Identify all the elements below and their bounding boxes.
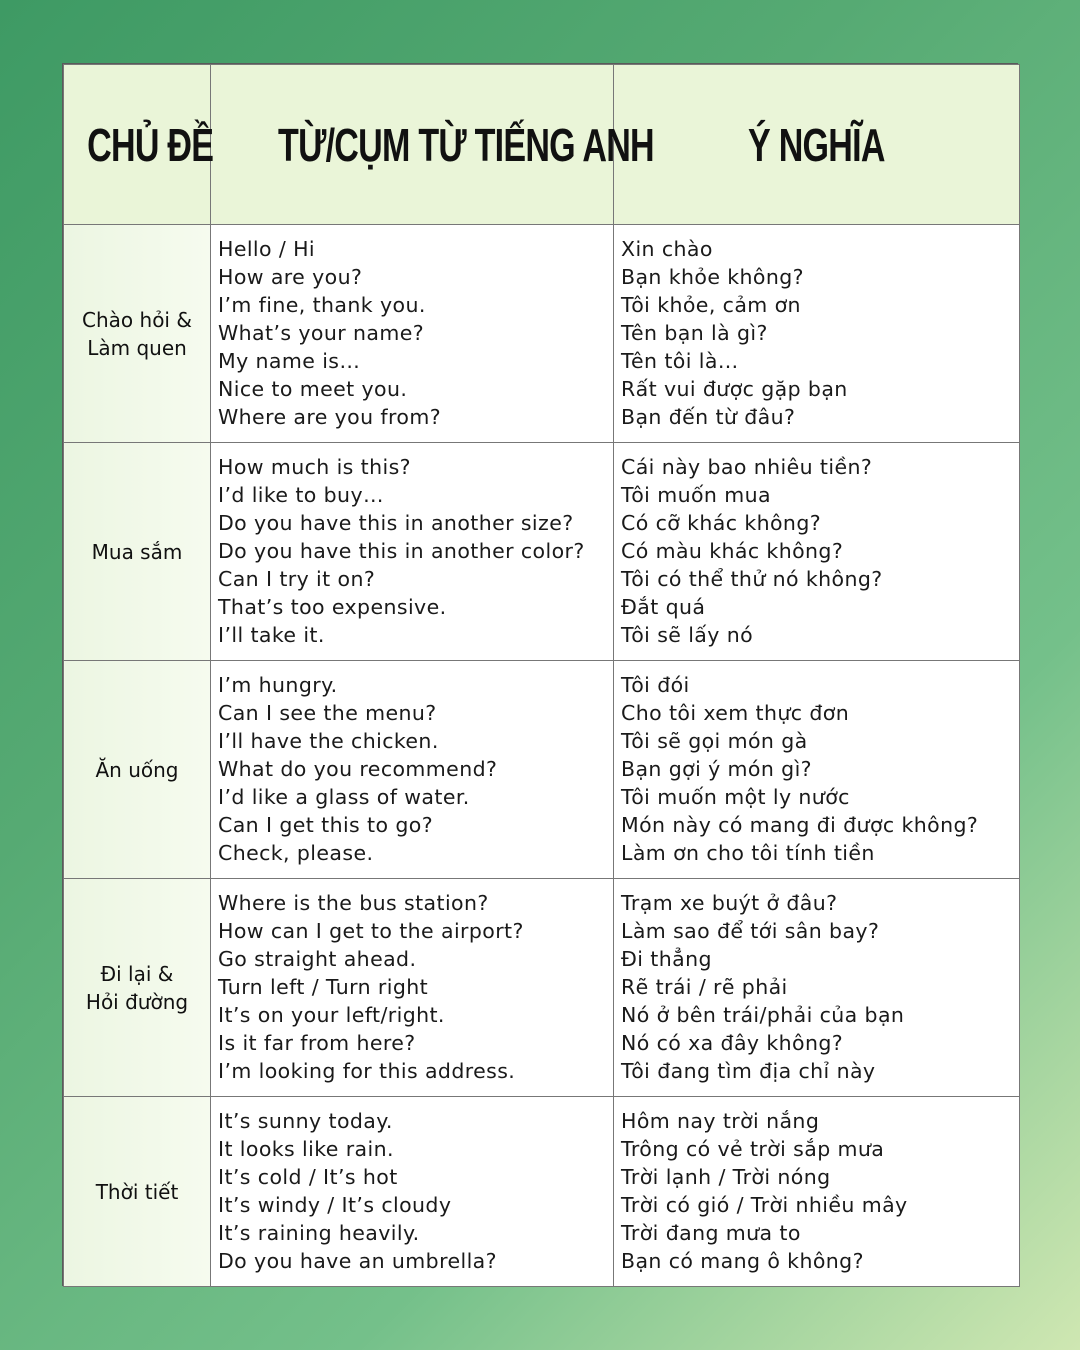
english-phrase: Hello / Hi bbox=[218, 237, 316, 261]
meaning-phrase: Làm ơn cho tôi tính tiền bbox=[621, 841, 875, 865]
meaning-phrase: Tên bạn là gì? bbox=[621, 321, 768, 345]
english-phrase: What do you recommend? bbox=[218, 757, 498, 781]
english-phrase: I’m fine, thank you. bbox=[218, 293, 426, 317]
meaning-phrase: Nó ở bên trái/phải của bạn bbox=[621, 1003, 905, 1027]
meaning-phrase: Bạn đến từ đâu? bbox=[621, 405, 796, 429]
meaning-phrase: Tôi sẽ lấy nó bbox=[621, 623, 754, 647]
english-phrase: My name is… bbox=[218, 349, 361, 373]
topic-cell bbox=[64, 443, 211, 661]
english-phrase: That’s too expensive. bbox=[218, 595, 447, 619]
header-english: TỪ/CỤM TỪ TIẾNG ANH bbox=[211, 65, 614, 225]
english-cell bbox=[211, 443, 614, 661]
topic-cell bbox=[64, 661, 211, 879]
topic-label: Hỏi đường bbox=[85, 989, 189, 1014]
topic-label: Chào hỏi & bbox=[82, 307, 192, 332]
topic-cell bbox=[64, 879, 211, 1097]
english-phrase: I’d like a glass of water. bbox=[218, 785, 470, 809]
english-phrase: Do you have an umbrella? bbox=[218, 1249, 497, 1273]
english-phrase: Can I see the menu? bbox=[218, 701, 437, 725]
english-phrase: It’s cold / It’s hot bbox=[218, 1165, 398, 1189]
english-cell bbox=[211, 879, 614, 1097]
meaning-phrase: Trời đang mưa to bbox=[621, 1221, 801, 1245]
english-phrase: I’ll take it. bbox=[218, 623, 325, 647]
english-phrase: I’ll have the chicken. bbox=[218, 729, 439, 753]
english-phrase: Can I get this to go? bbox=[218, 813, 433, 837]
meaning-phrase: Tôi sẽ gọi món gà bbox=[621, 729, 808, 753]
english-phrase: Check, please. bbox=[218, 841, 374, 865]
meaning-phrase: Trạm xe buýt ở đâu? bbox=[621, 891, 838, 915]
meaning-phrase: Trời lạnh / Trời nóng bbox=[621, 1165, 831, 1189]
english-phrase: How can I get to the airport? bbox=[218, 919, 524, 943]
topic-cell bbox=[64, 225, 211, 443]
meaning-cell bbox=[614, 661, 1020, 879]
english-phrase: I’d like to buy… bbox=[218, 483, 384, 507]
meaning-phrase: Đắt quá bbox=[621, 595, 706, 619]
english-phrase: Do you have this in another color? bbox=[218, 539, 585, 563]
header-topic: CHỦ ĐỀ bbox=[64, 65, 211, 225]
table-row bbox=[64, 661, 1020, 879]
meaning-phrase: Cái này bao nhiêu tiền? bbox=[621, 455, 873, 479]
meaning-phrase: Rất vui được gặp bạn bbox=[621, 377, 848, 401]
meaning-phrase: Tôi đang tìm địa chỉ này bbox=[621, 1059, 876, 1083]
english-phrase: What’s your name? bbox=[218, 321, 425, 345]
meaning-phrase: Trời có gió / Trời nhiều mây bbox=[621, 1193, 908, 1217]
topic-label: Mua sắm bbox=[91, 539, 183, 564]
meaning-cell bbox=[614, 1097, 1020, 1287]
english-phrase: I’m looking for this address. bbox=[218, 1059, 516, 1083]
meaning-phrase: Bạn khỏe không? bbox=[621, 265, 804, 289]
table-row bbox=[64, 443, 1020, 661]
english-phrase: How are you? bbox=[218, 265, 363, 289]
meaning-phrase: Món này có mang đi được không? bbox=[621, 813, 979, 837]
meaning-cell bbox=[614, 225, 1020, 443]
english-phrase: It looks like rain. bbox=[218, 1137, 394, 1161]
meaning-phrase: Làm sao để tới sân bay? bbox=[621, 919, 880, 943]
phrase-table bbox=[63, 64, 1020, 1287]
topic-cell bbox=[64, 1097, 211, 1287]
meaning-phrase: Bạn có mang ô không? bbox=[621, 1249, 864, 1273]
english-phrase: It’s windy / It’s cloudy bbox=[218, 1193, 452, 1217]
topic-label: Đi lại & bbox=[100, 961, 174, 986]
english-phrase: Where is the bus station? bbox=[218, 891, 489, 915]
meaning-phrase: Rẽ trái / rẽ phải bbox=[621, 975, 788, 999]
meaning-phrase: Trông có vẻ trời sắp mưa bbox=[621, 1137, 885, 1161]
english-phrase: Is it far from here? bbox=[218, 1031, 416, 1055]
english-phrase: Turn left / Turn right bbox=[218, 975, 429, 999]
table-row bbox=[64, 1097, 1020, 1287]
english-phrase: I’m hungry. bbox=[218, 673, 338, 697]
english-phrase: It’s on your left/right. bbox=[218, 1003, 445, 1027]
meaning-phrase: Tôi đói bbox=[621, 673, 690, 697]
header-meaning: Ý NGHĨA bbox=[614, 65, 1020, 225]
meaning-phrase: Bạn gợi ý món gì? bbox=[621, 757, 812, 781]
english-phrase: It’s raining heavily. bbox=[218, 1221, 420, 1245]
english-phrase: How much is this? bbox=[218, 455, 411, 479]
meaning-phrase: Có cỡ khác không? bbox=[621, 511, 822, 535]
meaning-cell bbox=[614, 879, 1020, 1097]
english-cell bbox=[211, 225, 614, 443]
topic-label: Làm quen bbox=[87, 335, 187, 360]
topic-label: Thời tiết bbox=[95, 1179, 179, 1204]
meaning-phrase: Tôi khỏe, cảm ơn bbox=[621, 293, 801, 317]
meaning-cell bbox=[614, 443, 1020, 661]
meaning-phrase: Đi thẳng bbox=[621, 947, 712, 971]
meaning-phrase: Nó có xa đây không? bbox=[621, 1031, 844, 1055]
phrase-table-container bbox=[62, 63, 1018, 1286]
table-body bbox=[64, 225, 1020, 1287]
table-row bbox=[64, 225, 1020, 443]
table-header-row bbox=[64, 65, 1020, 225]
english-phrase: Can I try it on? bbox=[218, 567, 376, 591]
english-phrase: Where are you from? bbox=[218, 405, 442, 429]
meaning-phrase: Có màu khác không? bbox=[621, 539, 844, 563]
english-phrase: Nice to meet you. bbox=[218, 377, 408, 401]
meaning-phrase: Tôi muốn một ly nước bbox=[621, 785, 850, 809]
english-cell bbox=[211, 1097, 614, 1287]
meaning-phrase: Hôm nay trời nắng bbox=[621, 1109, 820, 1133]
meaning-phrase: Xin chào bbox=[621, 237, 713, 261]
meaning-phrase: Tên tôi là… bbox=[621, 349, 739, 373]
table-row bbox=[64, 879, 1020, 1097]
english-phrase: It’s sunny today. bbox=[218, 1109, 393, 1133]
english-phrase: Do you have this in another size? bbox=[218, 511, 574, 535]
english-phrase: Go straight ahead. bbox=[218, 947, 417, 971]
meaning-phrase: Tôi có thể thử nó không? bbox=[621, 567, 883, 591]
topic-label: Ăn uống bbox=[95, 757, 179, 782]
meaning-phrase: Cho tôi xem thực đơn bbox=[621, 701, 850, 725]
meaning-phrase: Tôi muốn mua bbox=[621, 483, 771, 507]
english-cell bbox=[211, 661, 614, 879]
